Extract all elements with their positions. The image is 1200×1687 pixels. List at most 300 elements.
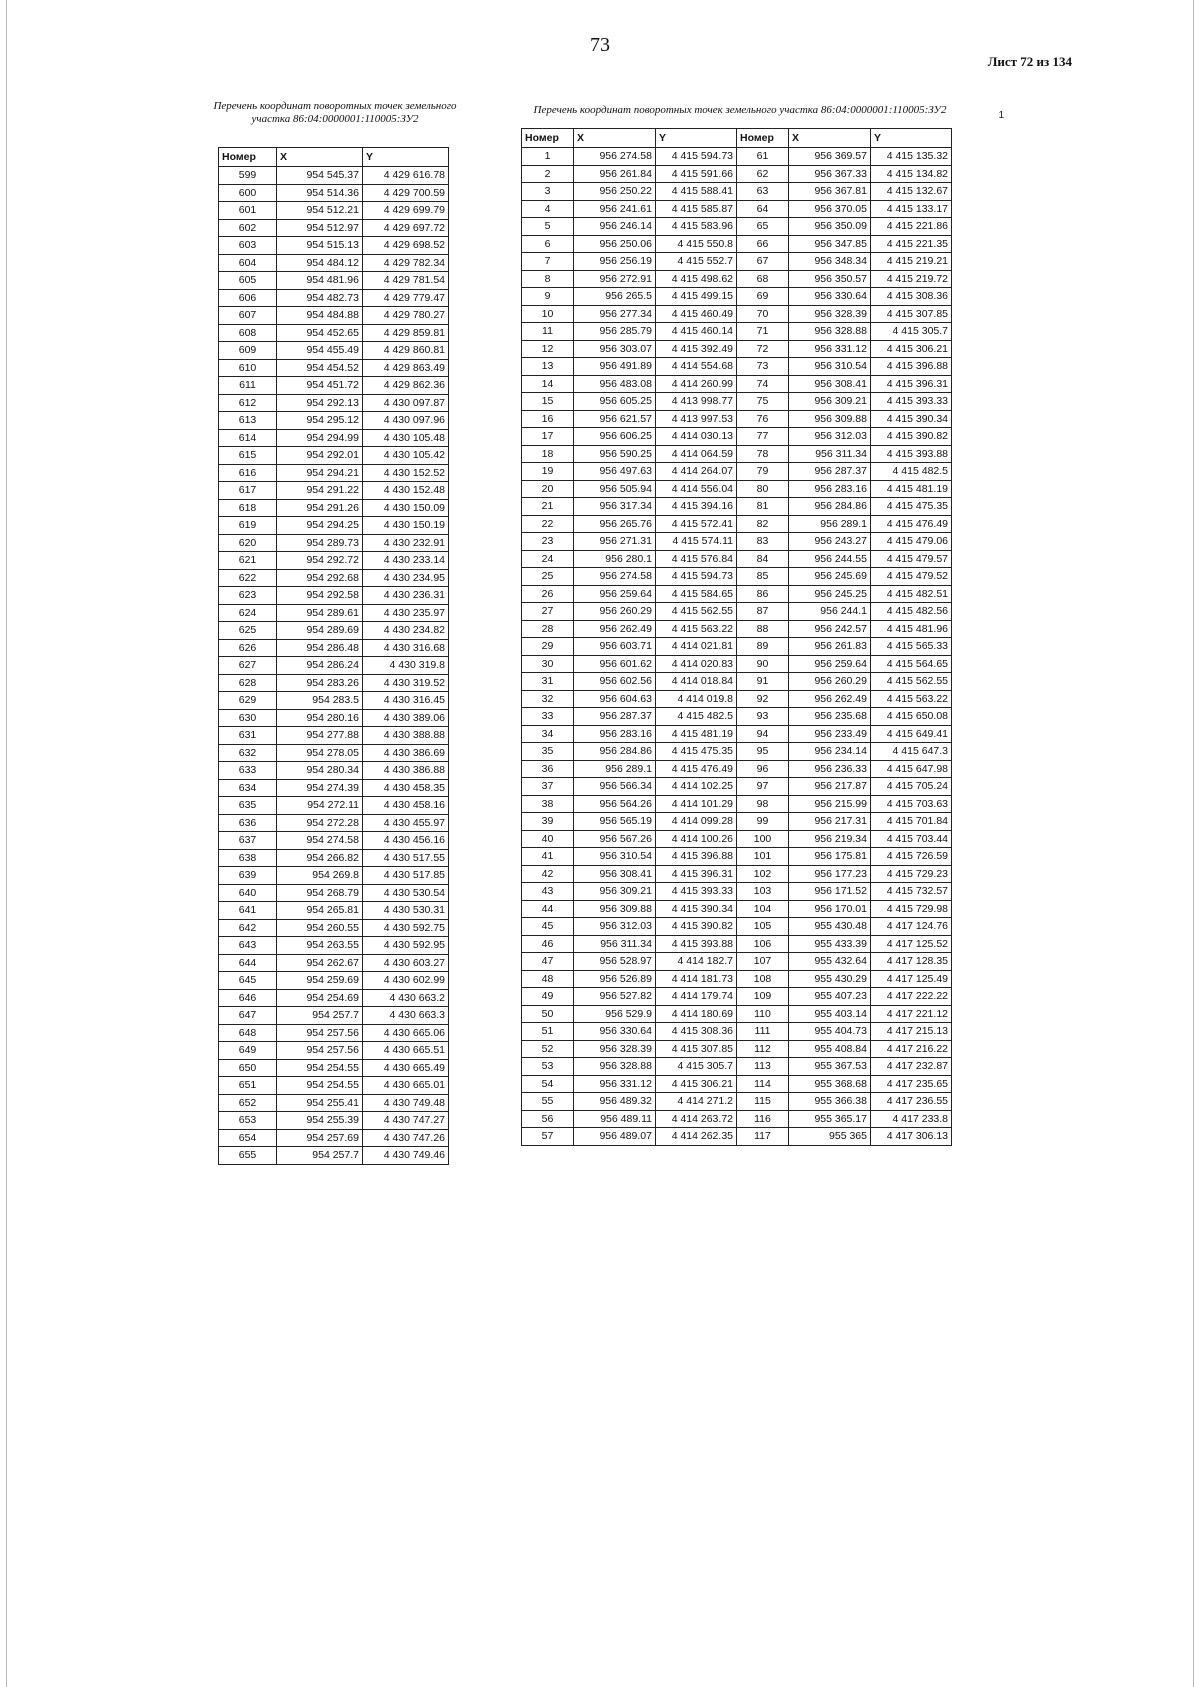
cell-x: 956 171.52 [789,883,871,901]
cell-num: 632 [219,744,277,762]
table-row [219,342,449,360]
cell-y: 4 430 458.16 [363,797,449,815]
cell-num: 69 [737,288,789,306]
cell-num: 61 [737,148,789,166]
cell-y: 4 429 782.34 [363,254,449,272]
cell-y: 4 415 479.52 [871,568,952,586]
cell-y: 4 414 030.13 [656,428,737,446]
cell-y: 4 415 394.16 [656,498,737,516]
cell-y: 4 429 859.81 [363,324,449,342]
cell-y: 4 430 236.31 [363,587,449,605]
cell-num: 12 [522,340,574,358]
cell-x: 954 268.79 [277,884,363,902]
table-row [219,639,449,657]
table-row [219,884,449,902]
cell-x: 956 367.33 [789,165,871,183]
cell-num: 46 [522,935,574,953]
header-x: X [574,129,656,148]
cell-x: 956 175.81 [789,848,871,866]
cell-y: 4 417 216.22 [871,1040,952,1058]
cell-y: 4 415 390.34 [871,410,952,428]
scan-edge-left [6,0,7,1687]
cell-x: 954 263.55 [277,937,363,955]
margin-mark: 1 [998,110,1004,121]
cell-x: 956 529.9 [574,1005,656,1023]
cell-y: 4 415 390.82 [871,428,952,446]
cell-x: 954 259.69 [277,972,363,990]
cell-y: 4 417 125.52 [871,935,952,953]
cell-x: 956 567.26 [574,830,656,848]
cell-y: 4 430 517.85 [363,867,449,885]
cell-y: 4 415 563.22 [656,620,737,638]
cell-y: 4 415 701.84 [871,813,952,831]
table-row [219,762,449,780]
cell-x: 956 330.64 [789,288,871,306]
cell-x: 956 244.55 [789,550,871,568]
cell-y: 4 415 564.65 [871,655,952,673]
cell-x: 954 484.12 [277,254,363,272]
table-row [522,795,952,813]
cell-num: 108 [737,970,789,988]
cell-x: 954 260.55 [277,919,363,937]
cell-y: 4 430 665.49 [363,1059,449,1077]
table-row [522,620,952,638]
cell-y: 4 414 182.7 [656,953,737,971]
cell-num: 633 [219,762,277,780]
cell-num: 93 [737,708,789,726]
cell-y: 4 415 479.57 [871,550,952,568]
cell-num: 104 [737,900,789,918]
cell-y: 4 430 105.42 [363,447,449,465]
table-row [219,167,449,185]
cell-x: 954 292.68 [277,569,363,587]
cell-y: 4 415 475.35 [871,498,952,516]
cell-num: 56 [522,1110,574,1128]
cell-num: 117 [737,1128,789,1146]
cell-num: 16 [522,410,574,428]
cell-y: 4 417 233.8 [871,1110,952,1128]
cell-x: 956 256.19 [574,253,656,271]
cell-y: 4 415 647.98 [871,760,952,778]
cell-y: 4 417 235.65 [871,1075,952,1093]
table-row [522,725,952,743]
cell-y: 4 414 100.26 [656,830,737,848]
cell-num: 24 [522,550,574,568]
cell-x: 954 255.41 [277,1094,363,1112]
cell-x: 956 261.84 [574,165,656,183]
cell-y: 4 415 460.49 [656,305,737,323]
cell-num: 11 [522,323,574,341]
table-row [522,305,952,323]
cell-y: 4 430 602.99 [363,972,449,990]
table-row [522,200,952,218]
cell-x: 956 241.61 [574,200,656,218]
cell-x: 956 497.63 [574,463,656,481]
cell-num: 19 [522,463,574,481]
table-row [219,919,449,937]
table-row [219,464,449,482]
cell-num: 630 [219,709,277,727]
header-y: Y [656,129,737,148]
cell-x: 956 217.31 [789,813,871,831]
table-row [219,744,449,762]
cell-y: 4 415 574.11 [656,533,737,551]
table-row [219,657,449,675]
cell-y: 4 415 588.41 [656,183,737,201]
table-row [522,445,952,463]
cell-y: 4 415 135.32 [871,148,952,166]
cell-num: 27 [522,603,574,621]
cell-x: 956 604.63 [574,690,656,708]
table-row [219,412,449,430]
table-row [522,165,952,183]
cell-num: 65 [737,218,789,236]
cell-num: 606 [219,289,277,307]
cell-num: 622 [219,569,277,587]
cell-num: 78 [737,445,789,463]
cell-num: 6 [522,235,574,253]
table-row [522,1005,952,1023]
cell-num: 13 [522,358,574,376]
cell-y: 4 414 271.2 [656,1093,737,1111]
cell-x: 956 369.57 [789,148,871,166]
cell-num: 25 [522,568,574,586]
table-row [522,498,952,516]
cell-y: 4 415 475.35 [656,743,737,761]
table-row [219,1112,449,1130]
cell-y: 4 430 663.2 [363,989,449,1007]
cell-num: 10 [522,305,574,323]
cell-num: 649 [219,1042,277,1060]
cell-y: 4 414 018.84 [656,673,737,691]
cell-y: 4 415 219.72 [871,270,952,288]
cell-y: 4 415 308.36 [656,1023,737,1041]
table-row [522,953,952,971]
cell-y: 4 414 180.69 [656,1005,737,1023]
cell-x: 956 601.62 [574,655,656,673]
cell-y: 4 414 554.68 [656,358,737,376]
cell-num: 641 [219,902,277,920]
cell-x: 954 289.69 [277,622,363,640]
header-x: X [277,148,363,167]
cell-num: 634 [219,779,277,797]
cell-x: 956 312.03 [789,428,871,446]
cell-x: 955 407.23 [789,988,871,1006]
cell-y: 4 415 305.7 [656,1058,737,1076]
cell-x: 954 254.69 [277,989,363,1007]
cell-x: 956 244.1 [789,603,871,621]
cell-y: 4 415 563.22 [871,690,952,708]
cell-num: 31 [522,673,574,691]
cell-x: 956 605.25 [574,393,656,411]
cell-num: 62 [737,165,789,183]
cell-y: 4 415 562.55 [656,603,737,621]
cell-y: 4 415 594.73 [656,568,737,586]
cell-num: 41 [522,848,574,866]
cell-x: 956 265.76 [574,515,656,533]
cell-y: 4 430 233.14 [363,552,449,570]
cell-x: 956 250.06 [574,235,656,253]
cell-x: 956 177.23 [789,865,871,883]
cell-num: 629 [219,692,277,710]
cell-num: 75 [737,393,789,411]
table-row [522,585,952,603]
cell-y: 4 430 592.95 [363,937,449,955]
table-row [522,393,952,411]
cell-y: 4 415 482.51 [871,585,952,603]
table-row [219,202,449,220]
cell-num: 45 [522,918,574,936]
cell-y: 4 415 705.24 [871,778,952,796]
cell-num: 648 [219,1024,277,1042]
cell-x: 956 312.03 [574,918,656,936]
cell-num: 64 [737,200,789,218]
cell-x: 956 243.27 [789,533,871,551]
cell-y: 4 415 703.44 [871,830,952,848]
cell-x: 956 259.64 [574,585,656,603]
cell-num: 107 [737,953,789,971]
cell-y: 4 429 616.78 [363,167,449,185]
cell-x: 956 259.64 [789,655,871,673]
cell-x: 956 260.29 [574,603,656,621]
cell-x: 956 284.86 [789,498,871,516]
cell-x: 956 367.81 [789,183,871,201]
cell-num: 40 [522,830,574,848]
cell-x: 956 262.49 [789,690,871,708]
cell-x: 956 565.19 [574,813,656,831]
cell-y: 4 430 105.48 [363,429,449,447]
table-row [219,482,449,500]
cell-x: 956 606.25 [574,428,656,446]
cell-x: 956 246.14 [574,218,656,236]
table-row [522,760,952,778]
cell-num: 39 [522,813,574,831]
cell-num: 113 [737,1058,789,1076]
cell-x: 956 261.83 [789,638,871,656]
cell-num: 627 [219,657,277,675]
table-row [522,883,952,901]
cell-x: 954 451.72 [277,377,363,395]
cell-y: 4 415 307.85 [656,1040,737,1058]
cell-y: 4 415 476.49 [656,760,737,778]
cell-x: 956 328.39 [574,1040,656,1058]
cell-y: 4 430 455.97 [363,814,449,832]
cell-x: 956 308.41 [789,375,871,393]
cell-num: 112 [737,1040,789,1058]
cell-num: 34 [522,725,574,743]
table-row [522,428,952,446]
header-num: Номер [219,148,277,167]
cell-num: 626 [219,639,277,657]
cell-y: 4 430 386.88 [363,762,449,780]
cell-num: 84 [737,550,789,568]
cell-num: 97 [737,778,789,796]
cell-x: 954 257.56 [277,1042,363,1060]
cell-num: 14 [522,375,574,393]
cell-num: 57 [522,1128,574,1146]
cell-x: 954 289.61 [277,604,363,622]
cell-x: 955 408.84 [789,1040,871,1058]
cell-x: 956 489.11 [574,1110,656,1128]
cell-num: 76 [737,410,789,428]
cell-x: 954 454.52 [277,359,363,377]
table-row [522,603,952,621]
cell-x: 956 219.34 [789,830,871,848]
cell-num: 635 [219,797,277,815]
header-x: X [789,129,871,148]
cell-y: 4 417 128.35 [871,953,952,971]
table-row [522,743,952,761]
cell-y: 4 415 396.88 [656,848,737,866]
table-row [219,569,449,587]
cell-y: 4 430 386.69 [363,744,449,762]
cell-num: 621 [219,552,277,570]
cell-num: 609 [219,342,277,360]
cell-x: 956 309.88 [574,900,656,918]
cell-num: 77 [737,428,789,446]
cell-x: 956 235.68 [789,708,871,726]
cell-num: 37 [522,778,574,796]
cell-x: 954 289.73 [277,534,363,552]
cell-x: 954 283.5 [277,692,363,710]
cell-x: 956 621.57 [574,410,656,428]
table-row [522,1075,952,1093]
cell-num: 68 [737,270,789,288]
cell-num: 643 [219,937,277,955]
table-row [522,655,952,673]
cell-num: 79 [737,463,789,481]
cell-num: 116 [737,1110,789,1128]
cell-y: 4 415 396.31 [656,865,737,883]
table-row [522,550,952,568]
cell-y: 4 430 234.95 [363,569,449,587]
cell-y: 4 415 396.31 [871,375,952,393]
cell-y: 4 417 232.87 [871,1058,952,1076]
cell-y: 4 415 306.21 [871,340,952,358]
table-row [219,849,449,867]
cell-x: 956 309.21 [789,393,871,411]
cell-x: 956 317.34 [574,498,656,516]
cell-x: 956 303.07 [574,340,656,358]
cell-num: 22 [522,515,574,533]
cell-y: 4 430 665.06 [363,1024,449,1042]
cell-x: 954 254.55 [277,1059,363,1077]
cell-num: 32 [522,690,574,708]
table-row [522,253,952,271]
cell-num: 100 [737,830,789,848]
cell-num: 23 [522,533,574,551]
cell-num: 63 [737,183,789,201]
cell-y: 4 430 150.19 [363,517,449,535]
cell-num: 611 [219,377,277,395]
cell-y: 4 415 591.66 [656,165,737,183]
cell-num: 2 [522,165,574,183]
cell-x: 956 285.79 [574,323,656,341]
cell-num: 603 [219,237,277,255]
cell-num: 18 [522,445,574,463]
cell-y: 4 415 576.84 [656,550,737,568]
header-y: Y [871,129,952,148]
cell-num: 73 [737,358,789,376]
cell-num: 55 [522,1093,574,1111]
table-row [219,954,449,972]
cell-x: 955 432.64 [789,953,871,971]
cell-y: 4 417 125.49 [871,970,952,988]
cell-y: 4 414 264.07 [656,463,737,481]
cell-y: 4 430 097.96 [363,412,449,430]
cell-y: 4 415 396.88 [871,358,952,376]
cell-y: 4 430 665.01 [363,1077,449,1095]
cell-y: 4 415 390.82 [656,918,737,936]
cell-num: 49 [522,988,574,1006]
cell-num: 623 [219,587,277,605]
cell-x: 956 347.85 [789,235,871,253]
cell-y: 4 415 726.59 [871,848,952,866]
cell-num: 92 [737,690,789,708]
cell-x: 956 330.64 [574,1023,656,1041]
cell-num: 636 [219,814,277,832]
cell-y: 4 430 234.82 [363,622,449,640]
cell-x: 956 528.97 [574,953,656,971]
cell-x: 956 308.41 [574,865,656,883]
cell-y: 4 415 133.17 [871,200,952,218]
cell-y: 4 429 781.54 [363,272,449,290]
table-row [522,148,952,166]
table-row [522,270,952,288]
cell-x: 954 292.72 [277,552,363,570]
cell-num: 602 [219,219,277,237]
cell-x: 954 484.88 [277,307,363,325]
cell-num: 646 [219,989,277,1007]
table-row [219,289,449,307]
cell-num: 1 [522,148,574,166]
cell-y: 4 430 319.8 [363,657,449,675]
table-row [219,1147,449,1165]
cell-x: 954 295.12 [277,412,363,430]
cell-x: 954 286.24 [277,657,363,675]
cell-num: 3 [522,183,574,201]
cell-x: 954 280.16 [277,709,363,727]
cell-y: 4 415 562.55 [871,673,952,691]
cell-x: 956 283.16 [574,725,656,743]
cell-x: 954 294.99 [277,429,363,447]
table-row [522,323,952,341]
table-row [522,970,952,988]
cell-num: 610 [219,359,277,377]
table-row [522,918,952,936]
cell-x: 954 294.25 [277,517,363,535]
cell-num: 106 [737,935,789,953]
cell-y: 4 414 179.74 [656,988,737,1006]
table-row [219,1094,449,1112]
table-row [219,447,449,465]
cell-y: 4 415 134.82 [871,165,952,183]
cell-x: 956 331.12 [574,1075,656,1093]
cell-x: 956 311.34 [574,935,656,953]
cell-y: 4 430 232.91 [363,534,449,552]
cell-num: 38 [522,795,574,813]
cell-x: 955 404.73 [789,1023,871,1041]
cell-num: 90 [737,655,789,673]
cell-y: 4 415 307.85 [871,305,952,323]
cell-x: 956 170.01 [789,900,871,918]
cell-y: 4 413 998.77 [656,393,737,411]
cell-y: 4 414 019.8 [656,690,737,708]
cell-y: 4 429 862.36 [363,377,449,395]
table-row [219,937,449,955]
cell-y: 4 415 732.57 [871,883,952,901]
table-row [219,779,449,797]
